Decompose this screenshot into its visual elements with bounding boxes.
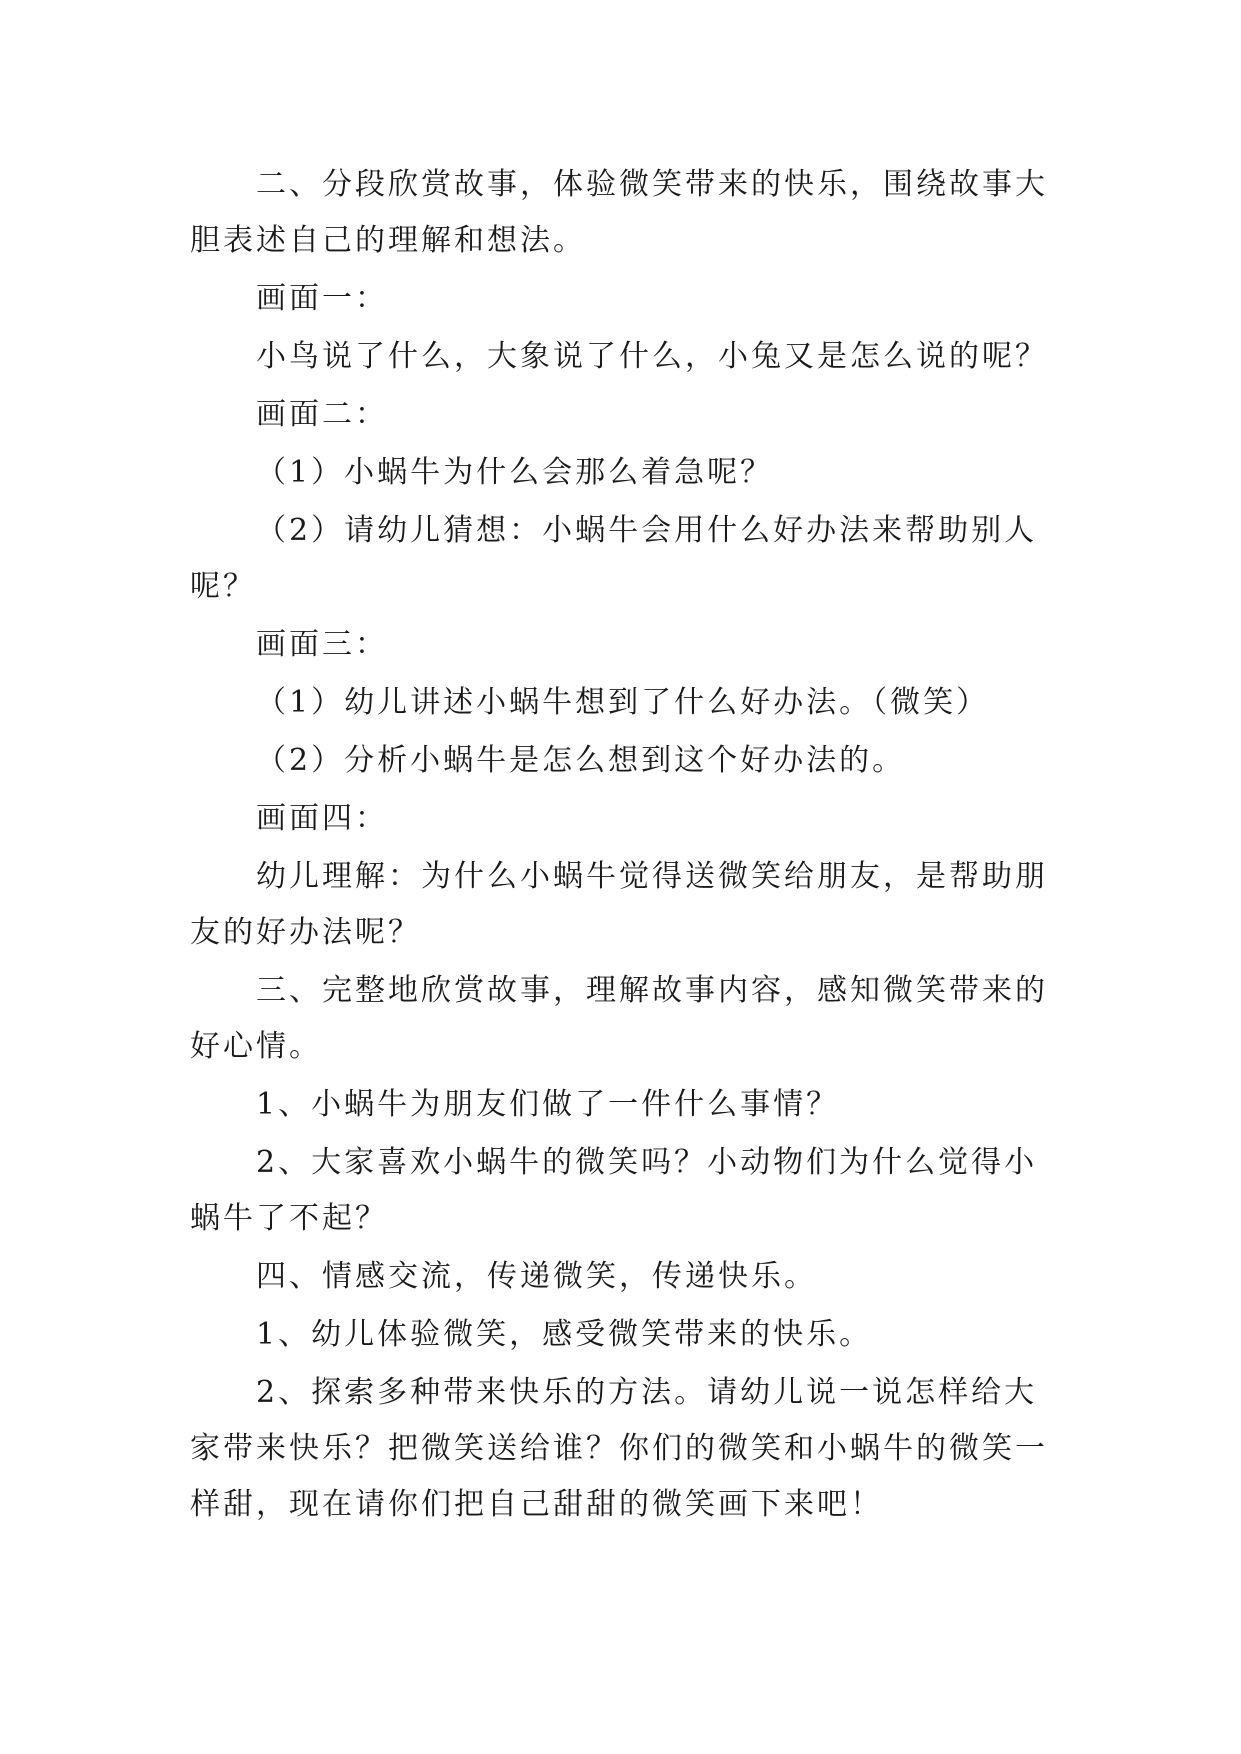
section-heading-4: 四、情感交流，传递微笑，传递快乐。 [256, 1259, 817, 1294]
scene-heading-4: 画面四： [256, 801, 388, 836]
list-item: （2）分析小蜗牛是怎么想到这个好办法的。 [256, 743, 906, 778]
list-item: （1）小蜗牛为什么会那么着急呢？ [256, 455, 774, 490]
list-item: 1、幼儿体验微笑，感受微笑带来的快乐。 [256, 1317, 873, 1352]
section-heading-3: 三、完整地欣赏故事，理解故事内容，感知微笑带来的好心情。 [190, 973, 1048, 1064]
document-body [190, 157, 1060, 1533]
list-item: 1、小蜗牛为朋友们做了一件什么事情？ [256, 1087, 840, 1122]
scene-heading-3: 画面三： [256, 627, 388, 662]
list-item: （2）请幼儿猜想：小蜗牛会用什么好办法来帮助别人呢？ [190, 513, 1038, 604]
paragraph: 小鸟说了什么，大象说了什么，小兔又是怎么说的呢？ [256, 339, 1048, 374]
list-item: 2、大家喜欢小蜗牛的微笑吗？小动物们为什么觉得小蜗牛了不起？ [190, 1145, 1038, 1236]
scene-heading-1: 画面一： [256, 281, 388, 316]
section-heading-2: 二、分段欣赏故事，体验微笑带来的快乐，围绕故事大胆表述自己的理解和想法。 [190, 167, 1048, 258]
scene-heading-2: 画面二： [256, 397, 388, 432]
paragraph: 幼儿理解：为什么小蜗牛觉得送微笑给朋友，是帮助朋友的好办法呢？ [190, 859, 1048, 950]
list-item: 2、探索多种带来快乐的方法。请幼儿说一说怎样给大家带来快乐？把微笑送给谁？你们的微笑和小蜗牛的微笑一样甜，现在请你们把自己甜甜的微笑画下来吧！ [190, 1375, 1048, 1522]
list-item: （1）幼儿讲述小蜗牛想到了什么好办法。（微笑） [256, 685, 990, 720]
